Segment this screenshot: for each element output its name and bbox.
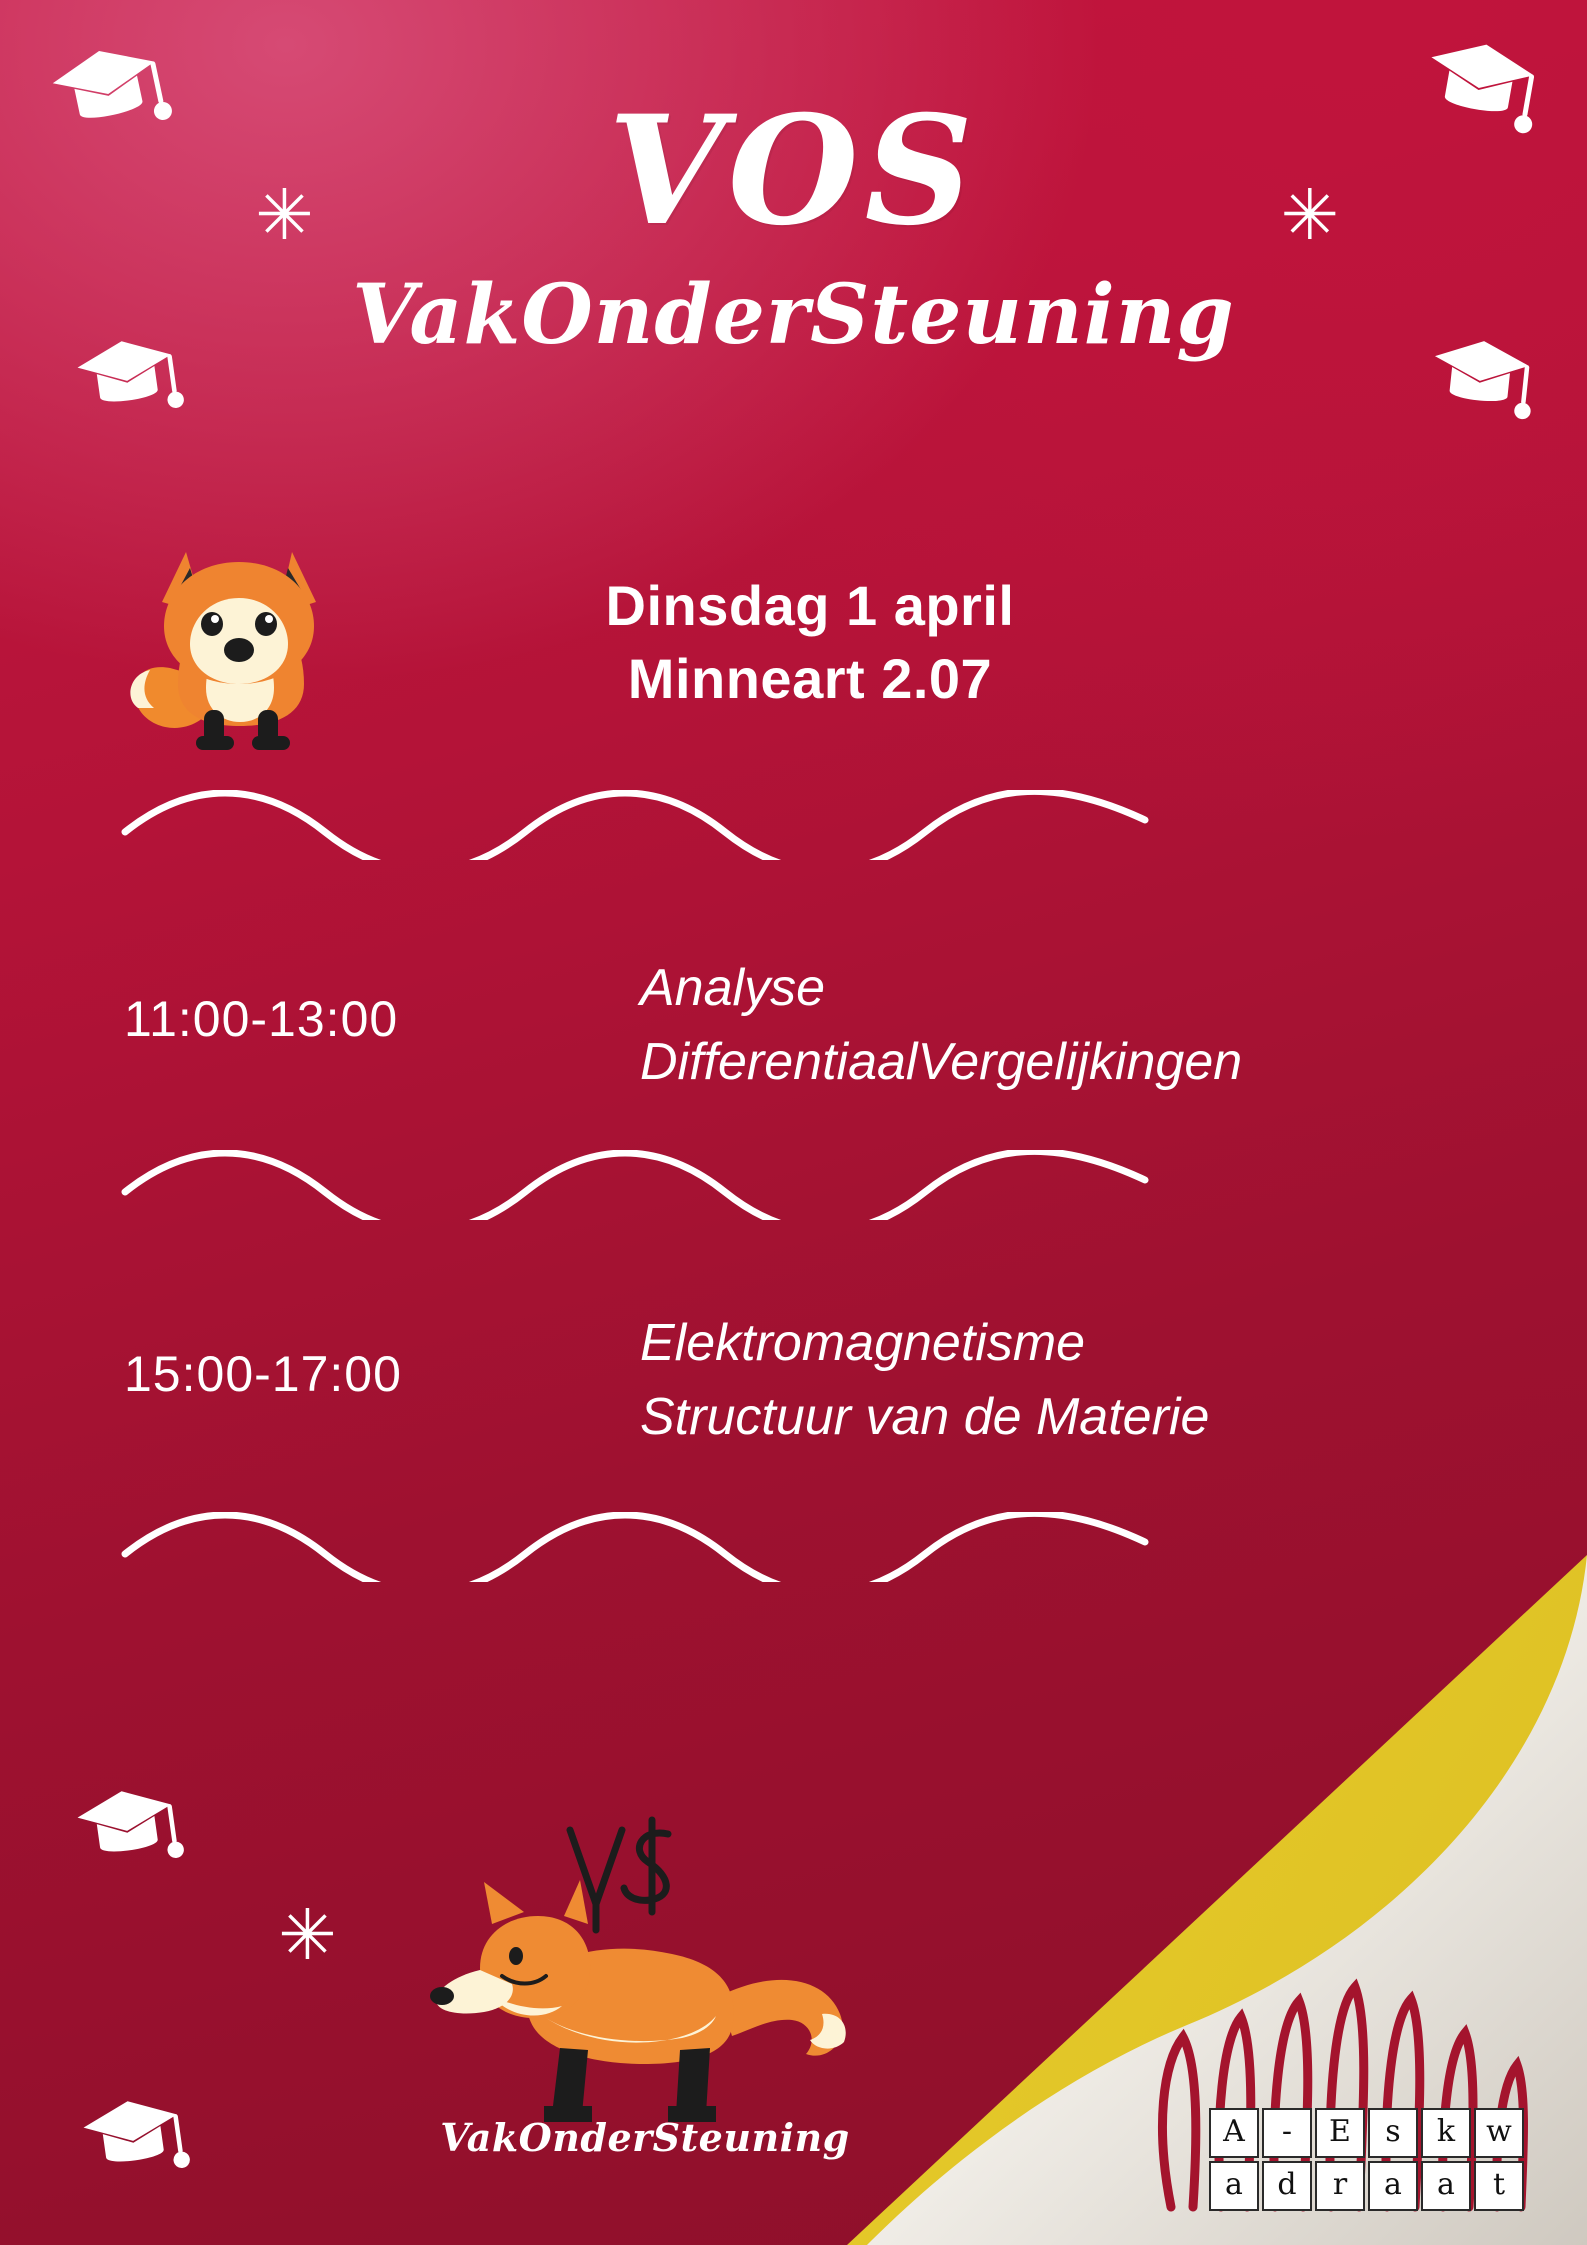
logo-letter: r <box>1315 2161 1365 2211</box>
event-room: Minneart 2.07 <box>627 646 993 710</box>
logo-letter: d <box>1262 2161 1312 2211</box>
schedule-time: 15:00-17:00 <box>124 1346 402 1402</box>
schedule-time: 11:00-13:00 <box>124 991 399 1047</box>
graduation-cap-icon <box>66 1773 189 1887</box>
poster-title-block <box>0 83 1587 363</box>
association-logo-letters <box>1209 2108 1524 2211</box>
logo-letter: - <box>1262 2108 1312 2158</box>
wave-divider <box>120 1150 1150 1220</box>
schedule-courses <box>640 1307 1209 1455</box>
star-icon: ✳ <box>1280 174 1339 256</box>
association-logo <box>1149 1967 1549 2217</box>
graduation-cap-icon <box>72 2083 195 2197</box>
logo-letter: A <box>1209 2108 1259 2158</box>
brand-full-subtitle: VakOnderSteuning <box>352 267 1235 363</box>
association-logo-row <box>1209 2161 1524 2211</box>
logo-caption: VakOnderSteuning <box>440 2115 850 2160</box>
logo-letter: w <box>1474 2108 1524 2158</box>
logo-letter: E <box>1315 2108 1365 2158</box>
logo-letter: a <box>1209 2161 1259 2211</box>
course-name: Analyse <box>640 959 825 1017</box>
star-icon: ✳ <box>255 174 314 256</box>
event-details <box>430 570 1190 716</box>
logo-letter: a <box>1421 2161 1471 2211</box>
logo-letter: a <box>1368 2161 1418 2211</box>
fox-sitting-icon <box>108 498 368 758</box>
course-name: DifferentiaalVergelijkingen <box>640 1032 1243 1091</box>
star-icon: ✳ <box>278 1894 337 1976</box>
wave-divider <box>120 790 1150 860</box>
event-date: Dinsdag 1 april <box>605 574 1015 637</box>
brand-short-title: VOS <box>608 83 979 259</box>
schedule-courses <box>640 952 1242 1100</box>
association-logo-row <box>1209 2108 1524 2158</box>
course-name: Structuur van de Materie <box>640 1387 1210 1446</box>
fox-walking-logo <box>420 1800 870 2140</box>
logo-letter: t <box>1474 2161 1524 2211</box>
course-name: Elektromagnetisme <box>640 1314 1086 1372</box>
logo-letter: s <box>1368 2108 1418 2158</box>
logo-letter: k <box>1421 2108 1471 2158</box>
